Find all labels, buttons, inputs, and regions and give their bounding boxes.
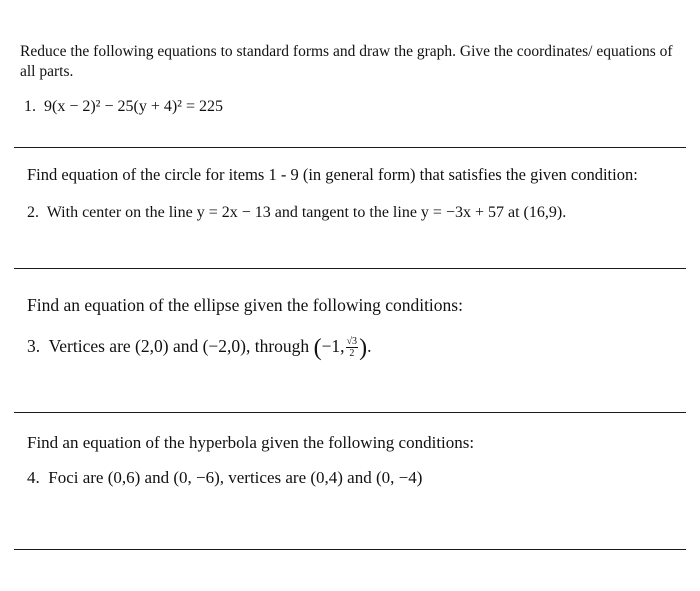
- problem-1-equation: 9(x − 2)² − 25(y + 4)² = 225: [44, 98, 223, 115]
- divider-4: [14, 549, 686, 550]
- problem-4-number: 4.: [27, 468, 40, 487]
- point-close-paren: ): [359, 334, 368, 361]
- problem-3-text: Vertices are (2,0) and (−2,0), through: [48, 336, 310, 356]
- section3-instructions: Find an equation of the ellipse given the following conditions:: [27, 295, 463, 315]
- divider-3: [14, 412, 686, 413]
- problem-4-text: Foci are (0,6) and (0, −6), vertices are (0,4) and (0, −4): [48, 468, 423, 487]
- problem-3-number: 3.: [27, 336, 41, 356]
- point-y-fraction: [346, 336, 359, 359]
- point-x: −1,: [321, 336, 345, 356]
- problem-3: [27, 336, 371, 359]
- divider-2: [14, 268, 686, 269]
- problem-1-number: 1.: [24, 98, 36, 115]
- problem-1: [24, 98, 223, 116]
- problem-2-text: With center on the line y = 2x − 13 and tangent to the line y = −3x + 57 at (16,9).: [46, 204, 567, 221]
- point-open-paren: (: [313, 334, 322, 361]
- section4-instructions: Find an equation of the hyperbola given the following conditions:: [27, 433, 475, 452]
- section1-instructions: Reduce the following equations to standard forms and draw the graph. Give the coordinates/ equations of all parts.: [20, 43, 673, 80]
- section2-instructions: Find equation of the circle for items 1 - 9 (in general form) that satisfies the given condition:: [27, 165, 638, 184]
- fraction-denominator: 2: [349, 348, 355, 360]
- problem-4: [27, 468, 422, 488]
- problem-2: [27, 204, 566, 222]
- problem-2-number: 2.: [27, 204, 39, 221]
- divider-1: [14, 147, 686, 148]
- problem-3-end-punct: .: [367, 336, 372, 356]
- fraction-numerator: √3: [346, 336, 358, 348]
